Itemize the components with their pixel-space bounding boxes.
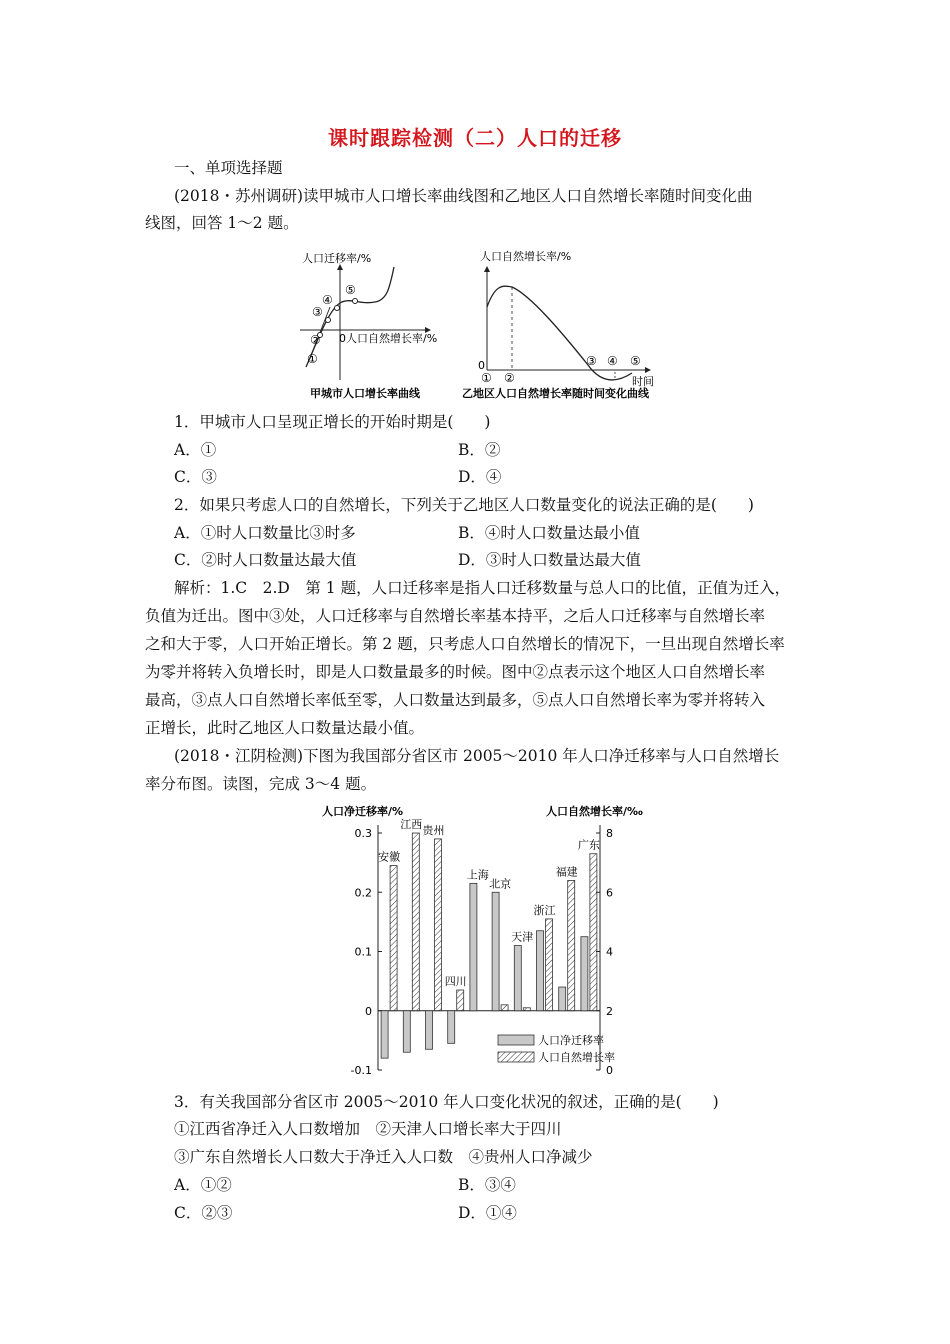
fig1-right-point-2: ② bbox=[504, 371, 515, 385]
fig1-left-point-2: ② bbox=[310, 333, 321, 347]
bar-migration-天津 bbox=[514, 946, 521, 1011]
fig1-left-caption: 甲城市人口增长率曲线 bbox=[310, 387, 420, 400]
legend-label-natural: 人口自然增长率 bbox=[538, 1051, 615, 1064]
right-tick-label-0: 0 bbox=[606, 1064, 613, 1077]
legend-swatch-natural bbox=[498, 1052, 534, 1062]
bar-migration-四川 bbox=[448, 1011, 455, 1044]
q2-stem: 2．如果只考虑人口的自然增长，下列关于乙地区人口数量变化的说法正确的是( ) bbox=[174, 496, 754, 514]
category-label-福建: 福建 bbox=[555, 865, 578, 879]
q3-stem: 3．有关我国部分省区市 2005～2010 年人口变化状况的叙述，正确的是( ) bbox=[174, 1093, 719, 1111]
migration-chart bbox=[310, 800, 650, 1085]
category-label-浙江: 浙江 bbox=[533, 903, 556, 917]
fig1-right-ylabel: 人口自然增长率/% bbox=[480, 250, 572, 263]
right-tick-label-2: 4 bbox=[606, 945, 613, 959]
q1-option-b: B．② bbox=[458, 441, 501, 459]
q1-option-c: C．③ bbox=[174, 468, 217, 486]
category-label-天津: 天津 bbox=[511, 930, 534, 944]
q3-statement-2: ③广东自然增长人口数大于净迁入人口数 ④贵州人口净减少 bbox=[174, 1148, 593, 1166]
chart-ylabel-right: 人口自然增长率/‰ bbox=[546, 805, 643, 818]
fig1-left-xlabel: 人口自然增长率/% bbox=[346, 332, 438, 345]
fig1-right-point-1: ① bbox=[481, 371, 492, 385]
intro1-line2: 线图，回答 1～2 题。 bbox=[145, 214, 299, 232]
left-tick-label-3: 0.2 bbox=[354, 886, 372, 900]
fig1-left-point-3: ③ bbox=[312, 305, 323, 319]
fig1-right-origin: 0 bbox=[478, 359, 485, 372]
q1-option-a: A．① bbox=[174, 441, 217, 459]
bar-migration-福建 bbox=[559, 987, 566, 1011]
bar-natural-江西 bbox=[412, 833, 419, 1011]
category-label-广东: 广东 bbox=[577, 838, 600, 852]
fig1-left-point-1: ① bbox=[307, 352, 318, 366]
intro2-line2: 率分布图。读图，完成 3～4 题。 bbox=[145, 775, 377, 793]
q3-option-a: A．①② bbox=[174, 1176, 232, 1194]
bar-natural-广东 bbox=[590, 854, 597, 1011]
legend-label-migration: 人口净迁移率 bbox=[538, 1034, 604, 1047]
section-heading: 一、单项选择题 bbox=[174, 159, 283, 177]
analysis-line-5: 最高，③点人口自然增长率低至零，人口数量达到最多，⑤点人口自然增长率为零并将转入 bbox=[145, 691, 766, 709]
left-tick-label-1: 0 bbox=[365, 1004, 372, 1018]
category-label-安徽: 安徽 bbox=[378, 850, 401, 864]
analysis-line-3: 之和大于零，人口开始正增长。第 2 题，只考虑人口自然增长的情况下，一旦出现自然增长率 bbox=[145, 635, 785, 653]
analysis-line-6: 正增长，此时乙地区人口数量达最小值。 bbox=[145, 719, 425, 737]
bar-migration-上海 bbox=[470, 883, 477, 1010]
bar-natural-浙江 bbox=[546, 919, 553, 1011]
figure-1 bbox=[290, 245, 690, 403]
q3-option-c: C．②③ bbox=[174, 1204, 233, 1222]
bar-migration-北京 bbox=[492, 892, 499, 1011]
bar-migration-浙江 bbox=[537, 931, 544, 1011]
bar-natural-贵州 bbox=[435, 839, 442, 1011]
bar-migration-安徽 bbox=[381, 1011, 388, 1058]
right-diagram bbox=[487, 267, 650, 380]
fig1-right-xlabel: 时间 bbox=[632, 375, 654, 388]
bar-natural-四川 bbox=[457, 990, 464, 1011]
fig1-left-origin: 0 bbox=[339, 332, 346, 345]
q2-option-c: C．②时人口数量达最大值 bbox=[174, 551, 357, 569]
q2-option-b: B．④时人口数量达最小值 bbox=[458, 524, 640, 542]
analysis-line-1: 解析：1.C 2.D 第 1 题，人口迁移率是指人口迁移数量与总人口的比值，正值为迁入， bbox=[174, 579, 791, 597]
bar-natural-北京 bbox=[501, 1005, 508, 1011]
page-title: 课时跟踪检测（二）人口的迁移 bbox=[328, 126, 622, 150]
q2-option-d: D．③时人口数量达最大值 bbox=[458, 551, 641, 569]
bar-natural-福建 bbox=[568, 880, 575, 1010]
chart-ylabel-left: 人口净迁移率/% bbox=[322, 805, 404, 818]
fig1-right-point-5: ⑤ bbox=[630, 354, 641, 368]
fig1-right-caption: 乙地区人口自然增长率随时间变化曲线 bbox=[462, 387, 649, 400]
category-label-北京: 北京 bbox=[489, 877, 512, 891]
category-label-上海: 上海 bbox=[466, 868, 489, 882]
q1-stem: 1．甲城市人口呈现正增长的开始时期是( ) bbox=[174, 413, 491, 431]
q3-option-b: B．③④ bbox=[458, 1176, 516, 1194]
left-tick-label-2: 0.1 bbox=[354, 945, 372, 959]
right-tick-label-3: 6 bbox=[606, 886, 613, 900]
intro1-line1: (2018・苏州调研)读甲城市人口增长率曲线图和乙地区人口自然增长率随时间变化曲 bbox=[174, 187, 753, 205]
category-label-贵州: 贵州 bbox=[422, 823, 445, 837]
analysis-line-2: 负值为迁出。图中③处，人口迁移率与自然增长率基本持平，之后人口迁移率与自然增长率 bbox=[145, 607, 766, 625]
q3-statement-1: ①江西省净迁入人口数增加 ②天津人口增长率大于四川 bbox=[174, 1120, 562, 1138]
bar-migration-广东 bbox=[581, 937, 588, 1011]
intro2-line1: (2018・江阴检测)下图为我国部分省区市 2005～2010 年人口净迁移率与人口自然增长 bbox=[174, 747, 780, 765]
bar-migration-贵州 bbox=[426, 1011, 433, 1050]
q2-option-a: A．①时人口数量比③时多 bbox=[174, 524, 356, 542]
legend-swatch-migration bbox=[498, 1035, 534, 1045]
bar-migration-江西 bbox=[403, 1011, 410, 1052]
right-tick-label-4: 8 bbox=[606, 827, 613, 840]
right-tick-label-1: 2 bbox=[606, 1004, 613, 1018]
fig1-right-point-3: ③ bbox=[586, 354, 597, 368]
q3-option-d: D．①④ bbox=[458, 1204, 517, 1222]
fig1-left-point-5: ⑤ bbox=[345, 283, 356, 297]
analysis-line-4: 为零并将转入负增长时，即是人口数量最多的时候。图中②点表示这个地区人口自然增长率 bbox=[145, 663, 766, 681]
category-label-四川: 四川 bbox=[444, 975, 467, 989]
fig1-right-point-4: ④ bbox=[607, 354, 618, 368]
fig1-left-point-4: ④ bbox=[322, 293, 333, 307]
left-tick-label-0: -0.1 bbox=[350, 1064, 372, 1077]
q1-option-d: D．④ bbox=[458, 468, 502, 486]
bar-natural-安徽 bbox=[390, 866, 397, 1011]
fig1-left-ylabel: 人口迁移率/% bbox=[302, 252, 372, 265]
left-tick-label-4: 0.3 bbox=[354, 827, 372, 840]
bar-natural-天津 bbox=[523, 1008, 530, 1011]
left-diagram bbox=[300, 265, 430, 380]
category-label-江西: 江西 bbox=[400, 818, 423, 831]
